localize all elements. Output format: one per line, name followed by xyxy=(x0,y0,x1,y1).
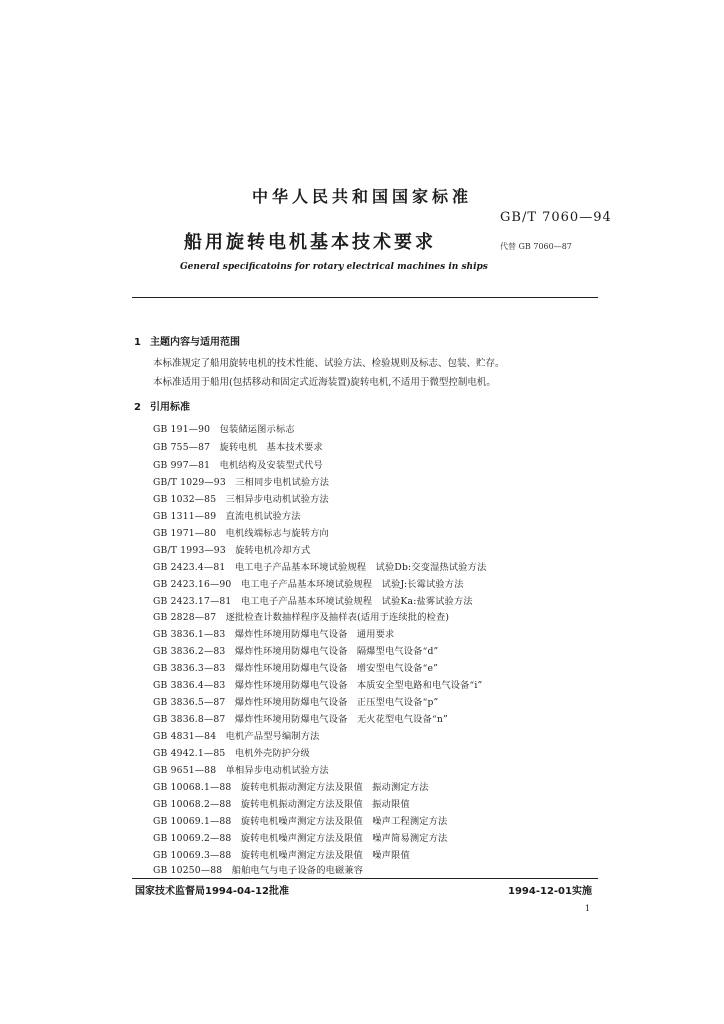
page-number: 1 xyxy=(585,904,591,913)
reference-item: GB 2423.16—90 电工电子产品基本环境试验规程 试验J:长霉试验方法 xyxy=(153,579,464,590)
reference-item: GB 9651—88 单相异步电动机试验方法 xyxy=(153,765,329,776)
reference-item: GB 10069.2—88 旋转电机噪声测定方法及限值 噪声简易测定方法 xyxy=(153,833,448,844)
reference-item: GB 997—81 电机结构及安装型式代号 xyxy=(153,460,323,471)
reference-item: GB 1311—89 直流电机试验方法 xyxy=(153,511,301,522)
section-title: 引用标准 xyxy=(150,402,190,413)
standard-code: GB/T 7060—94 xyxy=(500,210,612,225)
section-number: 2 xyxy=(134,402,141,413)
implementation-date: 1994-12-01实施 xyxy=(508,886,592,897)
header-divider xyxy=(132,297,598,298)
reference-item: GB 3836.8—87 爆炸性环境用防爆电气设备 无火花型电气设备“n” xyxy=(153,714,448,725)
section-number: 1 xyxy=(134,337,141,348)
reference-item: GB 191—90 包装储运图示标志 xyxy=(153,424,295,435)
reference-item: GB 3836.1—83 爆炸性环境用防爆电气设备 通用要求 xyxy=(153,629,395,640)
reference-item: GB 10068.2—88 旋转电机振动测定方法及限值 振动限值 xyxy=(153,799,410,810)
reference-item: GB/T 1029—93 三相同步电机试验方法 xyxy=(153,477,330,488)
section-title: 主题内容与适用范围 xyxy=(150,337,240,348)
reference-item: GB 10250—88 船舶电气与电子设备的电磁兼容 xyxy=(153,865,364,876)
reference-item: GB 3836.2—83 爆炸性环境用防爆电气设备 隔爆型电气设备“d” xyxy=(153,646,439,657)
document-title: 船用旋转电机基本技术要求 xyxy=(184,232,436,253)
national-standard-heading: 中华人民共和国国家标准 xyxy=(251,187,472,206)
section-2-heading xyxy=(134,398,190,413)
reference-item: GB 4831—84 电机产品型号编制方法 xyxy=(153,731,320,742)
replaces-note: 代替 GB 7060—87 xyxy=(500,242,572,251)
reference-item: GB 10068.1—88 旋转电机振动测定方法及限值 振动测定方法 xyxy=(153,782,429,793)
reference-item: GB 3836.5—87 爆炸性环境用防爆电气设备 正压型电气设备“p” xyxy=(153,697,439,708)
reference-item: GB 1971—80 电机线端标志与旋转方向 xyxy=(153,528,329,539)
reference-item: GB 2423.4—81 电工电子产品基本环境试验规程 试验Db:交变湿热试验方法 xyxy=(153,562,487,573)
section-1-paragraph: 本标准规定了船用旋转电机的技术性能、试验方法、检验规则及标志、包装、贮存。 xyxy=(153,358,505,369)
reference-item: GB/T 1993—93 旋转电机冷却方式 xyxy=(153,545,311,556)
reference-item: GB 3836.3—83 爆炸性环境用防爆电气设备 增安型电气设备“e” xyxy=(153,663,439,674)
reference-item: GB 1032—85 三相异步电动机试验方法 xyxy=(153,494,329,505)
reference-item: GB 3836.4—83 爆炸性环境用防爆电气设备 本质安全型电路和电气设备“i” xyxy=(153,680,483,691)
reference-item: GB 755—87 旋转电机 基本技术要求 xyxy=(153,442,323,453)
english-title: General specificatoins for rotary electrical machines in ships xyxy=(180,262,488,272)
reference-item: GB 2828—87 逐批检查计数抽样程序及抽样表(适用于连续批的检查) xyxy=(153,612,450,623)
reference-item: GB 10069.3—88 旋转电机噪声测定方法及限值 噪声限值 xyxy=(153,850,410,861)
section-1-paragraph: 本标准适用于船用(包括移动和固定式近海装置)旋转电机,不适用于微型控制电机。 xyxy=(153,377,496,388)
section-1-heading xyxy=(134,333,240,348)
footer-divider xyxy=(132,878,598,879)
reference-item: GB 4942.1—85 电机外壳防护分级 xyxy=(153,748,310,759)
reference-item: GB 10069.1—88 旋转电机噪声测定方法及限值 噪声工程测定方法 xyxy=(153,816,448,827)
approval-date: 国家技术监督局1994-04-12批准 xyxy=(135,886,289,897)
reference-item: GB 2423.17—81 电工电子产品基本环境试验规程 试验Ka:盐雾试验方法 xyxy=(153,596,473,607)
